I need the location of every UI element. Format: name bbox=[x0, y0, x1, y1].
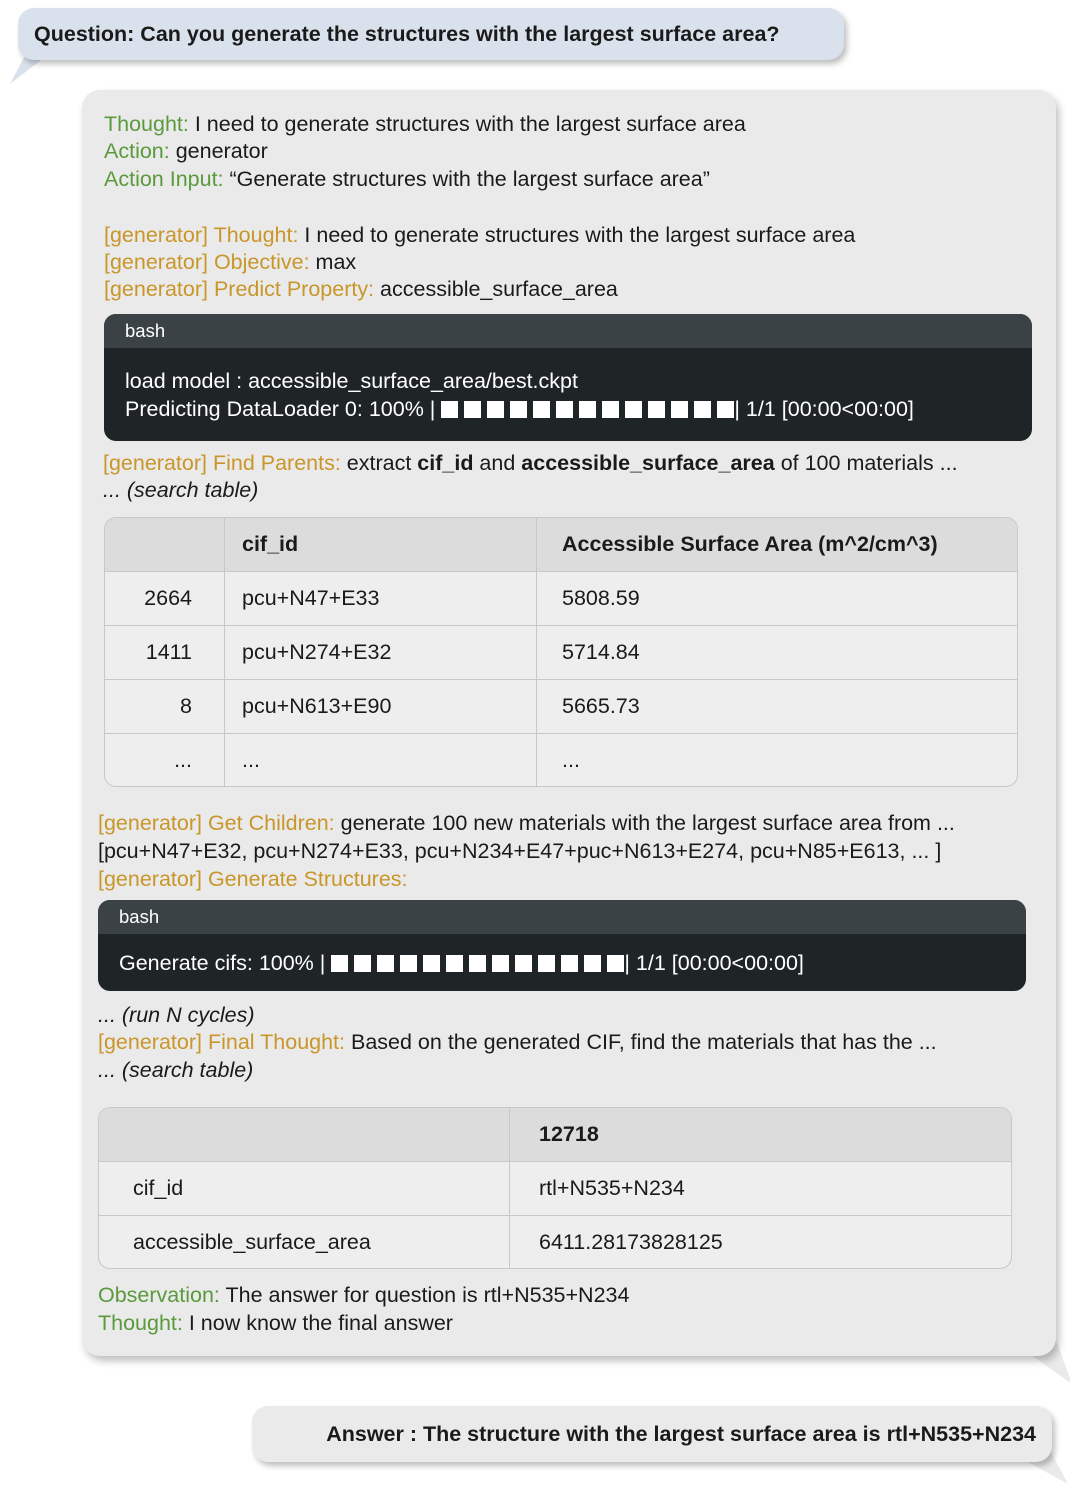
run-cycles-note: ... (run N cycles) bbox=[98, 1003, 255, 1027]
progress-block bbox=[671, 401, 688, 418]
progress-block bbox=[648, 401, 665, 418]
action-input-label: Action Input: bbox=[104, 167, 224, 191]
parents-table bbox=[104, 517, 1018, 787]
find-parents-text-and: and bbox=[473, 451, 522, 475]
progress-block bbox=[377, 955, 394, 972]
table-cell-index: 1411 bbox=[105, 626, 225, 680]
generator-predict-property bbox=[104, 277, 618, 302]
progress-block bbox=[584, 955, 601, 972]
progress-block bbox=[694, 401, 711, 418]
progress-block bbox=[515, 955, 532, 972]
thought-text: I need to generate structures with the largest surface area bbox=[188, 112, 746, 136]
progress-block bbox=[625, 401, 642, 418]
progress-bar bbox=[441, 399, 734, 424]
progress-block bbox=[607, 955, 624, 972]
terminal-header: bash bbox=[98, 900, 1026, 934]
table-cell-value: 6411.28173828125 bbox=[539, 1229, 723, 1254]
table-row bbox=[105, 626, 1017, 680]
generator-thought bbox=[104, 223, 855, 248]
table-cell-area: ... bbox=[562, 747, 580, 772]
find-parents-text: extract bbox=[340, 451, 418, 475]
generator-objective-label: [generator] Objective: bbox=[104, 250, 310, 274]
table-header-cell: cif_id bbox=[225, 518, 537, 572]
progress-suffix: | 1/1 [00:00<00:00] bbox=[624, 951, 804, 975]
find-parents-text-end: of 100 materials ... bbox=[774, 451, 958, 475]
table-cell-area: 5665.73 bbox=[537, 680, 1017, 734]
progress-block bbox=[400, 955, 417, 972]
table-cell-value: rtl+N535+N234 bbox=[510, 1162, 1011, 1216]
answer-text: Answer : The structure with the largest surface area is rtl+N535+N234 bbox=[326, 1422, 1036, 1446]
generator-final-thought bbox=[98, 1030, 937, 1055]
table-cell-area: 5714.84 bbox=[537, 626, 1017, 680]
action-label: Action: bbox=[104, 139, 170, 163]
progress-block bbox=[487, 401, 504, 418]
observation-label: Observation: bbox=[98, 1283, 220, 1307]
table-row bbox=[105, 680, 1017, 734]
agent-action-input bbox=[104, 167, 710, 192]
progress-block bbox=[354, 955, 371, 972]
search-table-note: ... (search table) bbox=[98, 1058, 254, 1082]
progress-block bbox=[423, 955, 440, 972]
table-header-row bbox=[105, 518, 1017, 572]
terminal-header: bash bbox=[104, 314, 1032, 348]
generator-objective-text: max bbox=[309, 250, 357, 274]
table-header-cell: 12718 bbox=[510, 1108, 1011, 1162]
table-cell-cif: pcu+N613+E90 bbox=[225, 680, 537, 734]
terminal-predict bbox=[104, 314, 1032, 441]
final-agent-thought bbox=[98, 1311, 453, 1336]
observation bbox=[98, 1283, 629, 1308]
find-parents-field-cif: cif_id bbox=[417, 451, 474, 475]
progress-block bbox=[510, 401, 527, 418]
question-bubble bbox=[18, 8, 844, 60]
progress-prefix: Predicting DataLoader 0: 100% | bbox=[125, 397, 436, 421]
progress-block bbox=[556, 401, 573, 418]
table-cell-index: 2664 bbox=[105, 572, 225, 626]
table-header-row bbox=[99, 1108, 1011, 1162]
progress-block bbox=[579, 401, 596, 418]
table-header-cell bbox=[99, 1108, 510, 1162]
table-cell-index: 8 bbox=[105, 680, 225, 734]
search-table-note: ... (search table) bbox=[103, 478, 259, 502]
progress-bar bbox=[331, 953, 624, 978]
observation-text: The answer for question is rtl+N535+N234 bbox=[219, 1283, 630, 1307]
progress-block bbox=[469, 955, 486, 972]
table-header-cell: Accessible Surface Area (m^2/cm^3) bbox=[537, 518, 1017, 572]
find-parents-label: [generator] Find Parents: bbox=[103, 451, 341, 475]
table-row bbox=[99, 1162, 1011, 1216]
children-list: [pcu+N47+E32, pcu+N274+E33, pcu+N234+E47+puc+N613+E274, pcu+N85+E613, ... ] bbox=[98, 839, 942, 863]
progress-suffix: | 1/1 [00:00<00:00] bbox=[734, 397, 914, 421]
action-text: generator bbox=[169, 139, 268, 163]
final-agent-thought-text: I now know the final answer bbox=[182, 1311, 453, 1335]
progress-block bbox=[446, 955, 463, 972]
action-input-text: “Generate structures with the largest surface area” bbox=[223, 167, 710, 191]
generator-objective bbox=[104, 250, 356, 275]
result-table bbox=[98, 1107, 1012, 1269]
generator-thought-text: I need to generate structures with the largest surface area bbox=[298, 223, 856, 247]
table-cell-key: accessible_surface_area bbox=[99, 1216, 510, 1268]
generator-predict-text: accessible_surface_area bbox=[374, 277, 618, 301]
progress-prefix: Generate cifs: 100% | bbox=[119, 951, 326, 975]
table-cell-area: 5808.59 bbox=[537, 572, 1017, 626]
progress-block bbox=[561, 955, 578, 972]
terminal-progress-line bbox=[125, 397, 914, 424]
table-row bbox=[99, 1216, 1011, 1268]
table-cell-cif: ... bbox=[225, 734, 537, 786]
agent-action bbox=[104, 139, 268, 164]
table-cell-cif: pcu+N47+E33 bbox=[225, 572, 537, 626]
terminal-load-model-line: load model : accessible_surface_area/best.ckpt bbox=[125, 369, 578, 393]
progress-block bbox=[717, 401, 734, 418]
progress-block bbox=[538, 955, 555, 972]
generator-find-parents bbox=[103, 451, 958, 476]
progress-block bbox=[331, 955, 348, 972]
table-row bbox=[105, 572, 1017, 626]
table-cell-key: cif_id bbox=[99, 1162, 510, 1216]
terminal-generate bbox=[98, 900, 1026, 991]
table-cell-index: ... bbox=[105, 734, 225, 786]
progress-block bbox=[492, 955, 509, 972]
table-row bbox=[105, 734, 1017, 786]
generator-predict-label: [generator] Predict Property: bbox=[104, 277, 375, 301]
progress-block bbox=[441, 401, 458, 418]
generator-thought-label: [generator] Thought: bbox=[104, 223, 299, 247]
progress-block bbox=[602, 401, 619, 418]
progress-block bbox=[533, 401, 550, 418]
generate-structures-label: [generator] Generate Structures: bbox=[98, 867, 408, 891]
generator-get-children bbox=[98, 811, 955, 836]
terminal-progress-line bbox=[119, 951, 804, 978]
table-cell-cif: pcu+N274+E32 bbox=[225, 626, 537, 680]
agent-log-panel bbox=[82, 90, 1056, 1356]
table-header-cell bbox=[105, 518, 225, 572]
get-children-text: generate 100 new materials with the largest surface area from ... bbox=[334, 811, 955, 835]
get-children-label: [generator] Get Children: bbox=[98, 811, 335, 835]
answer-bubble bbox=[252, 1406, 1052, 1462]
question-text: Question: Can you generate the structures with the largest surface area? bbox=[34, 22, 780, 46]
final-thought-label: [generator] Final Thought: bbox=[98, 1030, 346, 1054]
final-agent-thought-label: Thought: bbox=[98, 1311, 183, 1335]
final-thought-text: Based on the generated CIF, find the materials that has the ... bbox=[345, 1030, 937, 1054]
agent-thought bbox=[104, 112, 746, 137]
thought-label: Thought: bbox=[104, 112, 189, 136]
find-parents-field-area: accessible_surface_area bbox=[521, 451, 775, 475]
progress-block bbox=[464, 401, 481, 418]
